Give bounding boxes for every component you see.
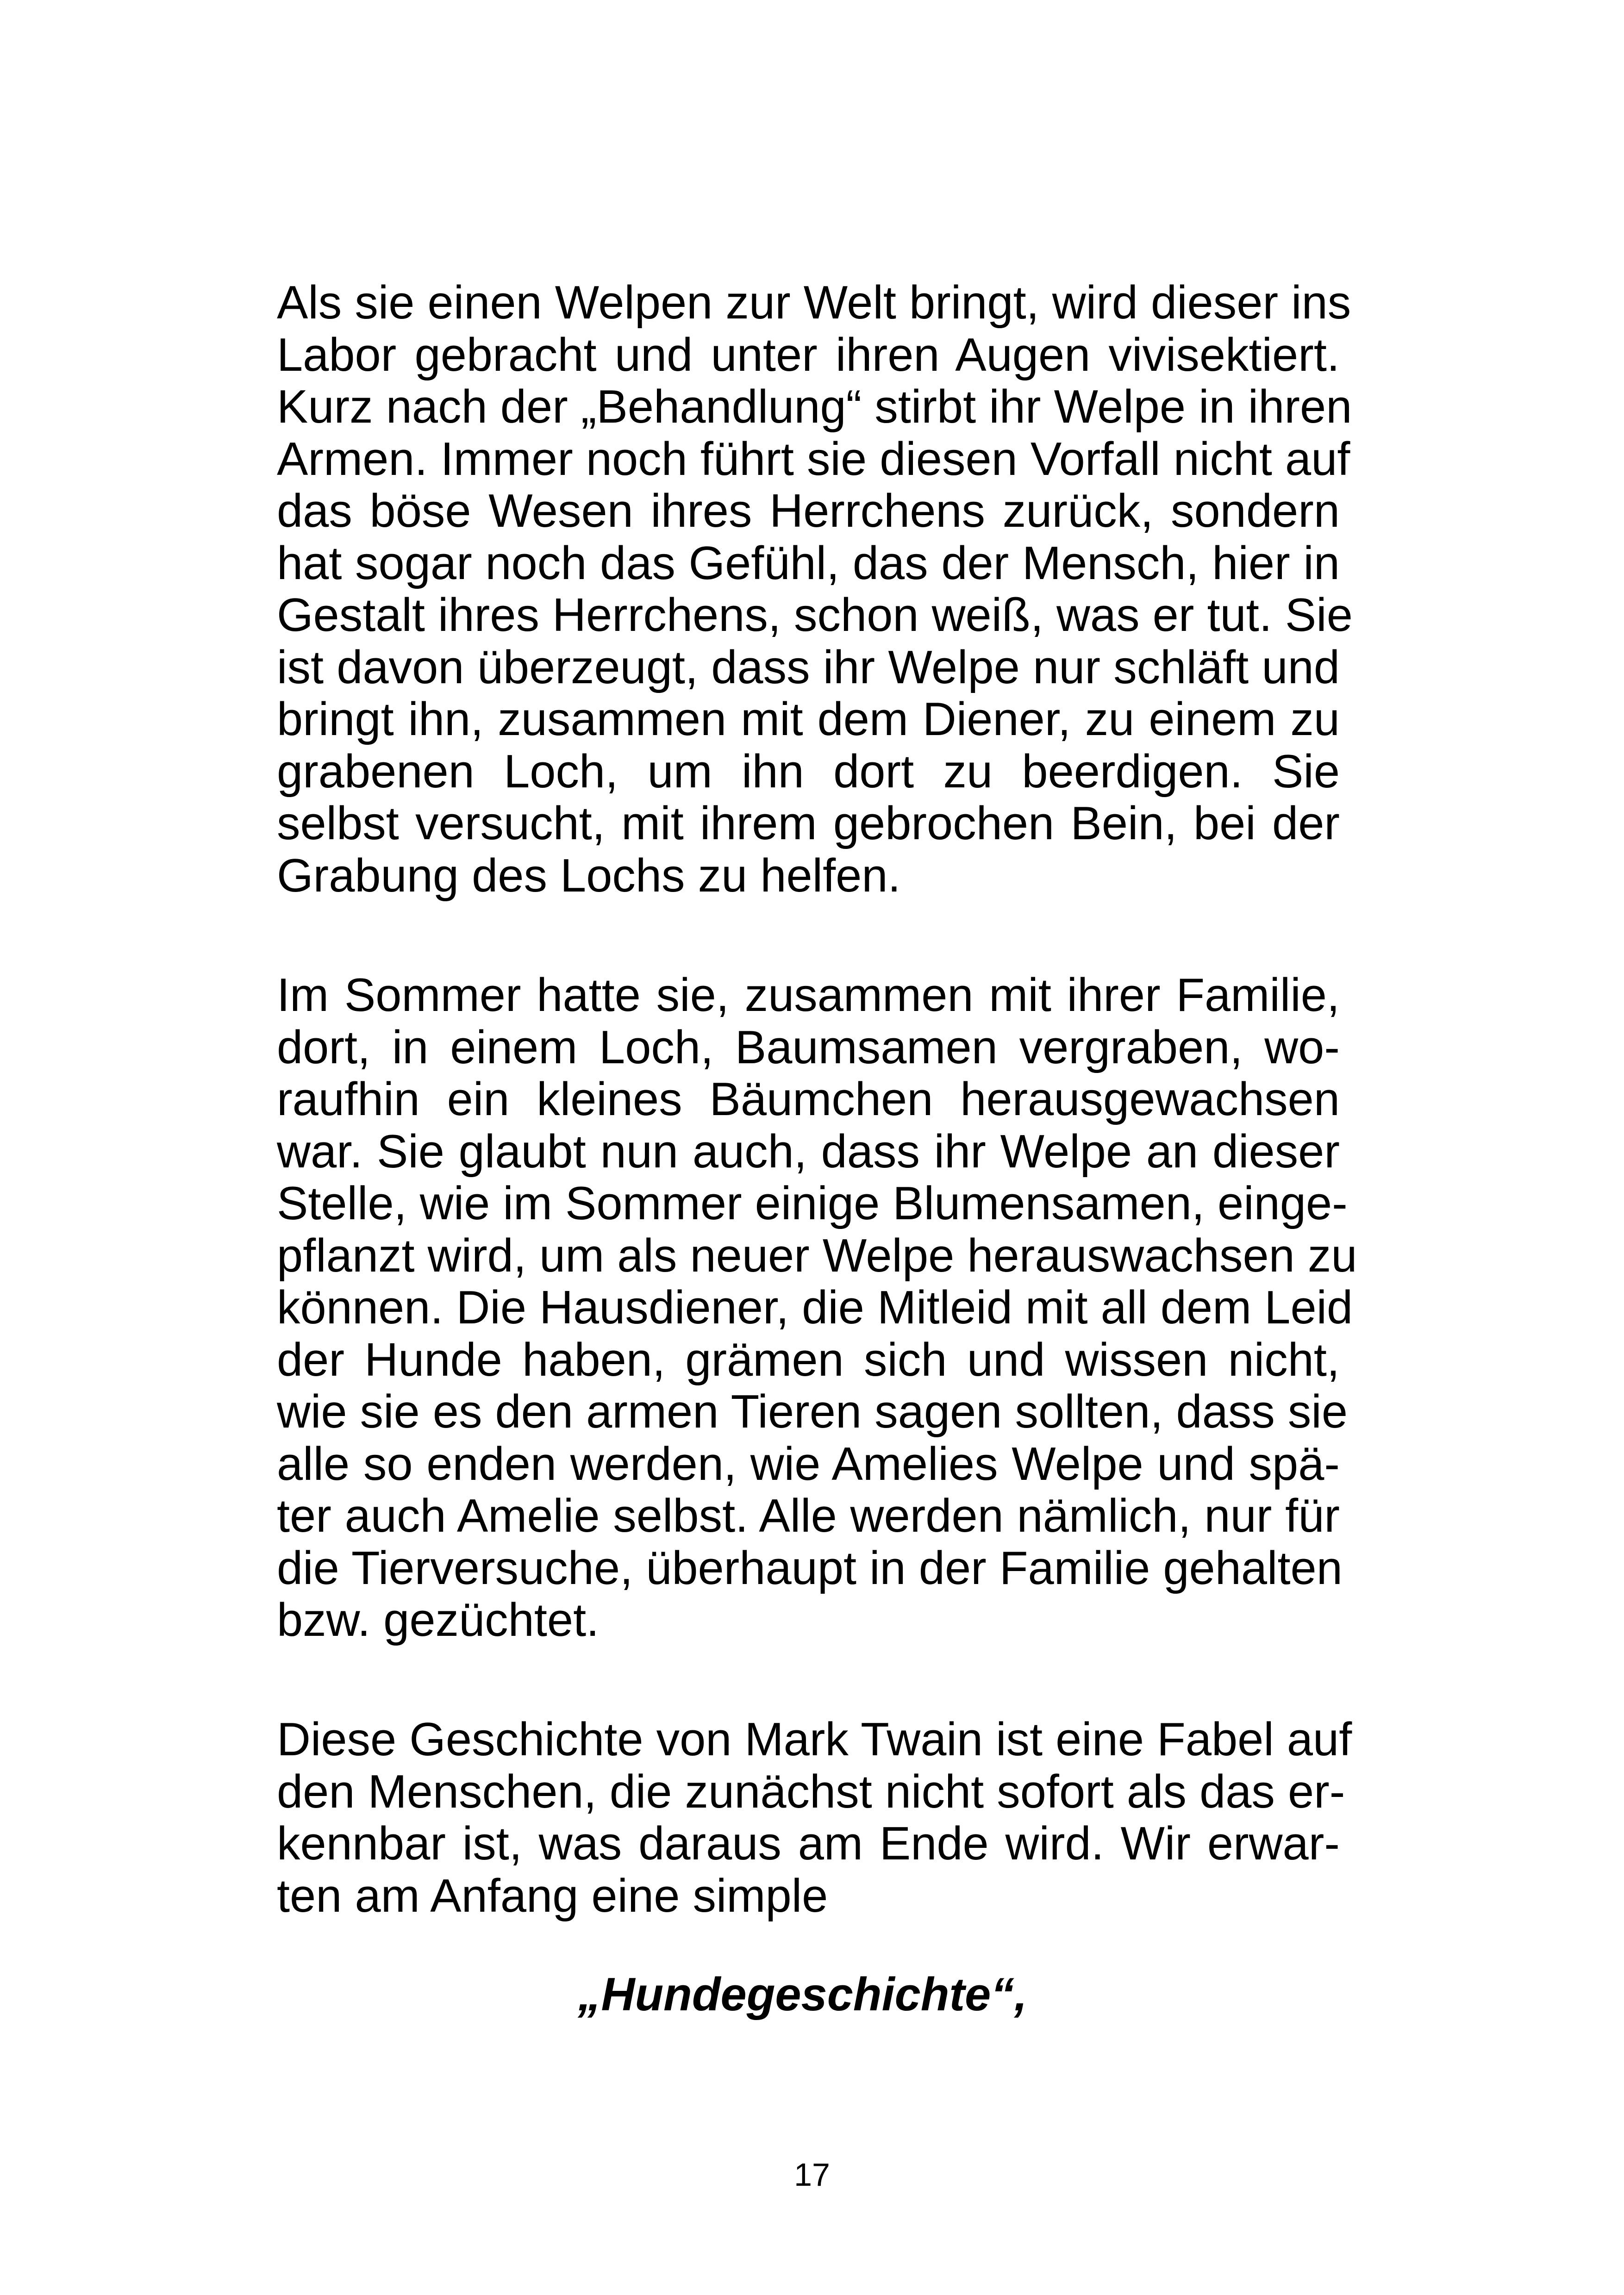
- paragraph-line: Als sie einen Welpen zur Welt bringt, wird dieser ins: [277, 277, 1351, 329]
- paragraph-line: das böse Wesen ihres Herrchens zurück, sondern: [277, 485, 1340, 537]
- paragraph-line: Armen. Immer noch führt sie diesen Vorfall nicht auf: [277, 433, 1350, 485]
- page-number: 17: [794, 2157, 830, 2193]
- paragraph-line: den Menschen, die zunächst nicht sofort als das er-: [277, 1765, 1345, 1818]
- paragraph-line: der Hunde haben, grämen sich und wissen nicht,: [277, 1334, 1340, 1386]
- paragraph-line: Im Sommer hatte sie, zusammen mit ihrer Familie,: [277, 969, 1340, 1021]
- paragraph-line: bringt ihn, zusammen mit dem Diener, zu einem zu: [277, 693, 1340, 745]
- paragraph-line: wie sie es den armen Tieren sagen sollten, dass sie: [277, 1386, 1348, 1438]
- paragraph-line: Gestalt ihres Herrchens, schon weiß, was er tut. Sie: [277, 589, 1353, 641]
- paragraph-line: alle so enden werden, wie Amelies Welpe und spä-: [277, 1438, 1340, 1490]
- paragraph-line: dort, in einem Loch, Baumsamen vergraben, wo-: [277, 1021, 1340, 1073]
- paragraph-line: bzw. gezüchtet.: [277, 1594, 600, 1646]
- paragraph-line: Grabung des Lochs zu helfen.: [277, 849, 901, 902]
- paragraph-line: Labor gebracht und unter ihren Augen vivisektiert.: [277, 329, 1340, 381]
- paragraph-line: pflanzt wird, um als neuer Welpe herauswachsen zu: [277, 1229, 1357, 1282]
- emphasized-phrase: „Hundegeschichte“,: [578, 1969, 1027, 2021]
- paragraph-2: [277, 969, 1357, 1646]
- paragraph-line: selbst versucht, mit ihrem gebrochen Bein, bei der: [277, 798, 1340, 849]
- paragraph-line: Stelle, wie im Sommer einige Blumensamen, einge-: [277, 1178, 1348, 1229]
- paragraph-1: [277, 277, 1353, 902]
- paragraph-line: ten am Anfang eine simple: [277, 1870, 828, 1922]
- paragraph-line: grabenen Loch, um ihn dort zu beerdigen. Sie: [277, 745, 1340, 798]
- paragraph-line: können. Die Hausdiener, die Mitleid mit all dem Leid: [277, 1282, 1353, 1334]
- paragraph-line: ter auch Amelie selbst. Alle werden nämlich, nur für: [277, 1490, 1340, 1542]
- paragraph-line: Diese Geschichte von Mark Twain ist eine Fabel auf: [277, 1714, 1352, 1765]
- paragraph-line: war. Sie glaubt nun auch, dass ihr Welpe an dieser: [277, 1125, 1340, 1178]
- paragraph-line: kennbar ist, was daraus am Ende wird. Wir erwar-: [277, 1818, 1340, 1870]
- paragraph-line: die Tierversuche, überhaupt in der Familie gehalten: [277, 1542, 1343, 1594]
- paragraph-line: raufhin ein kleines Bäumchen herausgewachsen: [277, 1073, 1340, 1125]
- paragraph-line: ist davon überzeugt, dass ihr Welpe nur schläft und: [277, 641, 1340, 693]
- paragraph-line: hat sogar noch das Gefühl, das der Mensch, hier in: [277, 537, 1340, 589]
- paragraph-3: [277, 1714, 1352, 1922]
- paragraph-line: Kurz nach der „Behandlung“ stirbt ihr Welpe in ihren: [277, 381, 1352, 433]
